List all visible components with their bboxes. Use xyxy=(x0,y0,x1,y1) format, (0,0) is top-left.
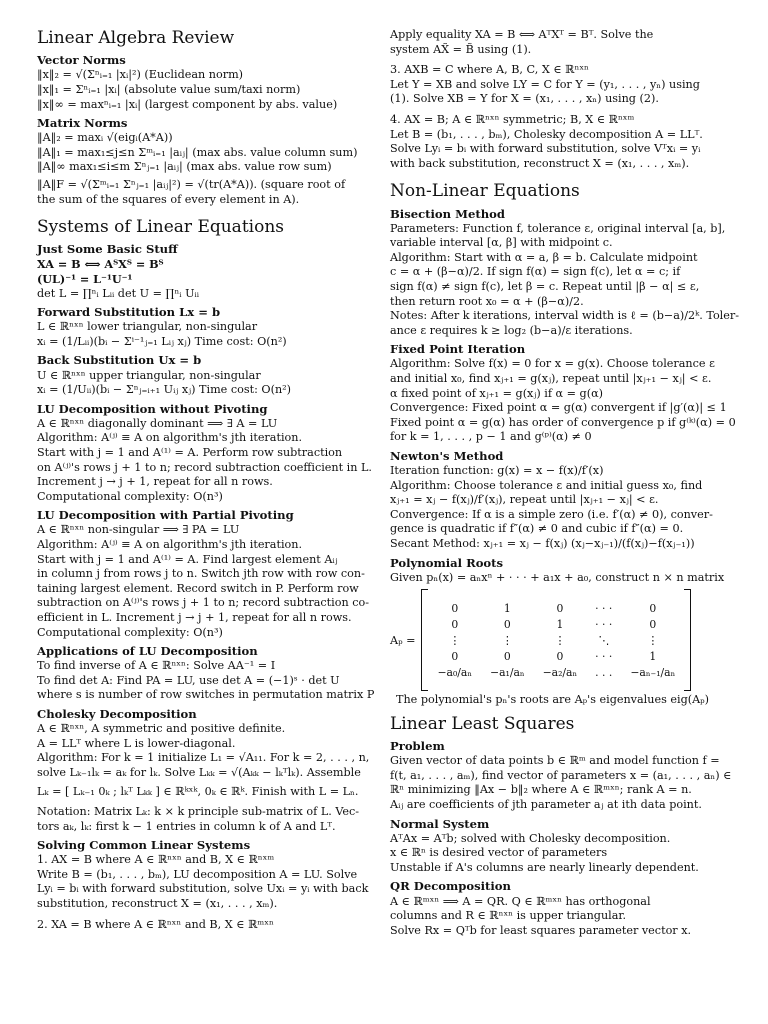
matrix-cell: · · · xyxy=(595,649,613,663)
basic-line-2: (UL)⁻¹ = L⁻¹U⁻¹ xyxy=(37,272,133,287)
matrix-cell: · · · xyxy=(595,617,613,631)
normal-line-1: AᵀAx = Aᵀb; solved with Cholesky decomposition. xyxy=(390,831,671,845)
subheading-normal-system: Normal System xyxy=(390,816,490,831)
matrix-cell: 0 xyxy=(451,601,459,615)
lu-line-4: on A⁽ʲ⁾'s rows j + 1 to n; record subtraction coefficient in L. xyxy=(37,460,372,474)
newton-line-6: Secant Method: xⱼ₊₁ = xⱼ − f(xⱼ) (xⱼ−xⱼ₋₁)/(f(xⱼ)−f(xⱼ₋₁)) xyxy=(390,537,695,551)
matrix-cell: ⋮ xyxy=(647,633,659,647)
common-cont-line-8: Solve Lyᵢ = bᵢ with forward substitution, solve Vᵀxᵢ = yᵢ xyxy=(390,142,701,156)
qr-line-3: Solve Rx = Qᵀb for least squares parameter vector x. xyxy=(390,923,692,937)
matrix-cell: 0 xyxy=(503,649,511,663)
basic-line-1: XA = B ⟺ AᵀXᵀ = Bᵀ xyxy=(37,257,164,272)
app-line-2: To find det A: Find PA = LU, use det A = (−1)ˢ · det U xyxy=(37,673,340,687)
lu-line-1: A ∈ ℝⁿˣⁿ diagonally dominant ⟹ ∃ A = LU xyxy=(37,416,278,430)
matrix-cell: ⋮ xyxy=(449,633,461,647)
common-line-2: Write B = (b₁, . . . , bₘ), LU decomposition A = LU. Solve xyxy=(37,867,358,881)
matrix-cell: ⋮ xyxy=(501,633,513,647)
matrix-row xyxy=(428,664,684,680)
common-cont-line-4: Let Y = XB and solve LY = C for Y = (y₁, . . . , yₙ) using xyxy=(390,77,700,91)
fixed-point-line-1: Algorithm: Solve f(x) = 0 for x = g(x). Choose tolerance ε xyxy=(390,357,715,371)
common-line-3: Lyᵢ = bᵢ with forward substitution, solve Uxᵢ = yᵢ with back xyxy=(37,882,369,896)
polynomial-roots-note: The polynomial's pₙ's roots are Aₚ's eigenvalues eig(Aₚ) xyxy=(396,693,710,707)
matrix-row xyxy=(428,632,684,648)
matrix-cell: 0 xyxy=(556,649,564,663)
bisection-line-8: ance ε requires k ≥ log₂ (b−a)/ε iterations. xyxy=(390,323,633,337)
matrix-bracket-left xyxy=(421,589,428,691)
matrix-cell: 0 xyxy=(451,617,459,631)
matrix-cell: −aₙ₋₁/aₙ xyxy=(630,665,676,679)
back-line-2: xᵢ = (1/Uᵢᵢ)(bᵢ − Σⁿⱼ₌ᵢ₊₁ Uᵢⱼ xⱼ) Time cost: O(n²) xyxy=(37,383,292,397)
matrix-cell: −a₀/aₙ xyxy=(437,665,473,679)
subheading-newton: Newton's Method xyxy=(390,449,504,464)
section-title-linear-least-squares: Linear Least Squares xyxy=(390,713,575,734)
subheading-qr-decomposition: QR Decomposition xyxy=(390,879,511,894)
matrix-cell: −a₂/aₙ xyxy=(542,665,578,679)
cholesky-line-1: A ∈ ℝⁿˣⁿ, A symmetric and positive definite. xyxy=(37,722,286,736)
subheading-matrix-norms: Matrix Norms xyxy=(37,116,128,131)
lup-line-6: subtraction on A⁽ʲ⁾'s rows j + 1 to n; record subtraction co- xyxy=(37,596,370,610)
normal-line-2: x ∈ ℝⁿ is desired vector of parameters xyxy=(390,846,608,860)
common-cont-line-6: 4. AX = B; A ∈ ℝⁿˣⁿ symmetric; B, X ∈ ℝⁿˣᵐ xyxy=(390,112,635,126)
basic-line-3: det L = ∏ⁿᵢ Lᵢᵢ det U = ∏ⁿᵢ Uᵢᵢ xyxy=(37,286,200,300)
matrix-cell: ⋱ xyxy=(598,633,610,647)
bisection-line-5: sign f(α) ≠ sign f(c), let β = c. Repeat until |β − α| ≤ ε, xyxy=(390,280,700,294)
cholesky-line-2: A = LLᵀ where L is lower-diagonal. xyxy=(37,736,236,750)
newton-line-1: Iteration function: g(x) = x − f(x)/f′(x) xyxy=(390,464,604,478)
subheading-forward-substitution: Forward Substitution Lx = b xyxy=(37,305,221,320)
lu-line-2: Algorithm: A⁽ʲ⁾ ≡ A on algorithm's jth iteration. xyxy=(37,431,303,445)
problem-line-2: f(t, a₁, . . . , aₘ), find vector of parameters x = (a₁, . . . , aₙ) ∈ xyxy=(390,768,732,782)
subheading-lu-applications: Applications of LU Decomposition xyxy=(37,644,258,659)
matrix-norm-2: ‖A‖₂ = maxᵢ √(eigᵢ(A*A)) xyxy=(37,131,173,145)
bisection-line-7: Notes: After k iterations, interval width is ℓ = (b−a)/2ᵏ. Toler- xyxy=(390,309,740,323)
matrix-norm-frobenius: ‖A‖F = √(Σᵐᵢ₌₁ Σⁿⱼ₌₁ |aᵢⱼ|²) = √(tr(A*A)). (square root of xyxy=(37,177,346,191)
section-title-systems-linear-equations: Systems of Linear Equations xyxy=(37,217,284,238)
bisection-line-2: variable interval [α, β] with midpoint c. xyxy=(390,236,613,250)
section-title-non-linear-equations: Non-Linear Equations xyxy=(390,181,580,202)
common-cont-line-3: 3. AXB = C where A, B, C, X ∈ ℝⁿˣⁿ xyxy=(390,63,589,77)
subheading-cholesky: Cholesky Decomposition xyxy=(37,707,197,721)
normal-line-3: Unstable if A's columns are nearly linearly dependent. xyxy=(390,860,699,874)
forward-line-1: L ∈ ℝⁿˣⁿ lower triangular, non-singular xyxy=(37,320,258,334)
lup-line-5: taining largest element. Record switch in P. Perform row xyxy=(37,581,359,595)
subheading-bisection: Bisection Method xyxy=(390,206,505,221)
matrix-norm-1: ‖A‖₁ = max₁≤j≤n Σᵐᵢ₌₁ |aᵢⱼ| (max abs. value column sum) xyxy=(37,145,358,159)
common-line-1: 1. AX = B where A ∈ ℝⁿˣⁿ and B, X ∈ ℝⁿˣᵐ xyxy=(37,853,275,867)
problem-line-3: ℝⁿ minimizing ‖Ax − b‖₂ where A ∈ ℝᵐˣⁿ; rank A = n. xyxy=(390,783,692,797)
newton-line-5: gence is quadratic if f″(α) ≠ 0 and cubic if f″(α) = 0. xyxy=(390,522,684,536)
lup-line-1: A ∈ ℝⁿˣⁿ non-singular ⟹ ∃ PA = LU xyxy=(37,523,240,537)
lu-line-3: Start with j = 1 and A⁽¹⁾ = A. Perform row subtraction xyxy=(37,445,343,459)
matrix-cell: ⋮ xyxy=(554,633,566,647)
matrix-cell: −a₁/aₙ xyxy=(490,665,525,679)
subheading-lu-partial-pivot: LU Decomposition with Partial Pivoting xyxy=(37,508,294,523)
problem-line-4: Aᵢⱼ are coefficients of jth parameter aⱼ at ith data point. xyxy=(390,798,702,811)
common-line-4: substitution, reconstruct X = (x₁, . . . , xₘ). xyxy=(37,897,278,911)
lu-line-6: Computational complexity: O(n³) xyxy=(37,489,223,503)
matrix-row xyxy=(428,648,684,664)
matrix-cell: 1 xyxy=(503,601,511,615)
app-line-3: where s is number of row switches in permutation matrix P xyxy=(37,688,375,702)
fixed-point-line-2: and initial x₀, find xⱼ₊₁ = g(xⱼ), repeat until |xⱼ₊₁ − xⱼ| < ε. xyxy=(390,372,712,386)
common-line-5: 2. XA = B where A ∈ ℝⁿˣⁿ and B, X ∈ ℝᵐˣⁿ xyxy=(37,917,274,931)
section-title-linear-algebra-review: Linear Algebra Review xyxy=(37,28,235,48)
cholesky-line-7: tors aₖ, lₖ: first k − 1 entries in column k of A and Lᵀ. xyxy=(37,819,336,833)
matrix-cell: 0 xyxy=(503,617,511,631)
qr-line-2: columns and R ∈ ℝⁿˣⁿ is upper triangular. xyxy=(390,909,627,923)
subheading-lu-no-pivot: LU Decomposition without Pivoting xyxy=(37,401,268,416)
subheading-fixed-point: Fixed Point Iteration xyxy=(390,342,526,357)
vector-norm-inf: ‖x‖∞ = maxⁿᵢ₌₁ |xᵢ| (largest component by abs. value) xyxy=(37,97,338,111)
lup-line-2: Algorithm: A⁽ʲ⁾ ≡ A on algorithm's jth iteration. xyxy=(37,538,303,551)
matrix-label: Aₚ = xyxy=(390,633,416,647)
fixed-point-line-3: α fixed point of xⱼ₊₁ = g(xⱼ) if α = g(α) xyxy=(390,386,603,400)
fixed-point-line-6: for k = 1, . . . , p − 1 and g⁽ᵖ⁾(α) ≠ 0 xyxy=(390,430,592,444)
cholesky-line-5: Lₖ = [ Lₖ₋₁ 0ₖ ; lₖᵀ Lₖₖ ] ∈ ℝᵏˣᵏ, 0ₖ ∈ ℝᵏ. Finish with L = Lₙ. xyxy=(37,785,359,799)
cholesky-line-6: Notation: Matrix Lₖ: k × k principle sub-matrix of L. Vec- xyxy=(37,805,360,819)
common-cont-line-1: Apply equality XA = B ⟺ AᵀXᵀ = Bᵀ. Solve the xyxy=(390,28,654,41)
left-column xyxy=(37,28,389,932)
bisection-line-3: Algorithm: Start with α = a, β = b. Calculate midpoint xyxy=(390,250,698,264)
common-cont-line-5: (1). Solve XB = Y for X = (x₁, . . . , xₙ) using (2). xyxy=(390,92,659,106)
matrix-norm-frobenius-cont: the sum of the squares of every element in A). xyxy=(37,192,300,206)
matrix-row xyxy=(428,600,684,616)
matrix-cell: 0 xyxy=(451,649,459,663)
subheading-basic-stuff: Just Some Basic Stuff xyxy=(37,242,178,257)
bisection-line-6: then return root x₀ = α + (β−α)/2. xyxy=(390,294,584,308)
newton-line-2: Algorithm: Choose tolerance ε and initial guess x₀, find xyxy=(390,478,703,492)
subheading-vector-norms: Vector Norms xyxy=(37,53,126,68)
matrix-cell: 0 xyxy=(556,601,564,615)
bisection-line-4: c = α + (β−α)/2. If sign f(α) = sign f(c), let α = c; if xyxy=(390,265,681,279)
qr-line-1: A ∈ ℝᵐˣⁿ ⟹ A = QR. Q ∈ ℝᵐˣⁿ has orthogonal xyxy=(390,894,651,908)
app-line-1: To find inverse of A ∈ ℝⁿˣⁿ: Solve AA⁻¹ = I xyxy=(37,659,276,673)
problem-line-1: Given vector of data points b ∈ ℝᵐ and model function f = xyxy=(390,754,720,768)
newton-line-3: xⱼ₊₁ = xⱼ − f(xⱼ)/f′(xⱼ), repeat until |xⱼ₊₁ − xⱼ| < ε. xyxy=(390,493,659,507)
fixed-point-line-5: Fixed point α = g(α) has order of convergence p if g⁽ᵏ⁾(α) = 0 xyxy=(390,415,736,429)
vector-norm-1: ‖x‖₁ = Σⁿᵢ₌₁ |xᵢ| (absolute value sum/taxi norm) xyxy=(37,82,301,96)
matrix-norm-inf: ‖A‖∞ max₁≤i≤m Σⁿⱼ₌₁ |aᵢⱼ| (max abs. value row sum) xyxy=(37,160,332,174)
common-cont-line-9: with back substitution, reconstruct X = (x₁, . . . , xₘ). xyxy=(390,156,690,170)
lup-line-3: Start with j = 1 and A⁽¹⁾ = A. Find largest element Aᵢⱼ xyxy=(37,552,338,566)
cholesky-line-4: solve Lₖ₋₁lₖ = aₖ for lₖ. Solve Lₖₖ = √(Aₖₖ − lₖᵀlₖ). Assemble xyxy=(37,765,361,779)
newton-line-4: Convergence: If α is a simple zero (i.e. f′(α) ≠ 0), conver- xyxy=(390,507,713,521)
matrix-cell: 1 xyxy=(556,617,564,631)
right-column xyxy=(390,28,742,938)
subheading-back-substitution: Back Substitution Ux = b xyxy=(37,353,202,368)
lu-line-5: Increment j → j + 1, repeat for all n rows. xyxy=(37,475,273,489)
fixed-point-line-4: Convergence: Fixed point α = g(α) convergent if |g′(α)| ≤ 1 xyxy=(390,401,727,415)
lup-line-7: efficient in L. Increment j → j + 1, repeat for all n rows. xyxy=(37,610,352,624)
matrix-cell: · · · xyxy=(595,601,613,615)
polynomial-line-1: Given pₙ(x) = aₙxⁿ + · · · + a₁x + a₀, construct n × n matrix xyxy=(390,570,725,584)
subheading-common-systems: Solving Common Linear Systems xyxy=(37,838,251,853)
matrix-bracket-right xyxy=(684,589,691,691)
common-cont-line-2: system AX̃ = B̃ using (1). xyxy=(390,42,532,56)
matrix-table xyxy=(428,600,684,680)
subheading-problem: Problem xyxy=(390,739,445,754)
forward-line-2: xᵢ = (1/Lᵢᵢ)(bᵢ − Σⁱ⁻¹ⱼ₌₁ Lᵢⱼ xⱼ) Time cost: O(n²) xyxy=(37,334,287,348)
vector-norm-2: ‖x‖₂ = √(Σⁿᵢ₌₁ |xᵢ|²) (Euclidean norm) xyxy=(37,68,244,82)
matrix-cell: . . . xyxy=(595,665,613,679)
lup-line-8: Computational complexity: O(n³) xyxy=(37,625,223,639)
companion-matrix xyxy=(390,589,742,691)
bisection-line-1: Parameters: Function f, tolerance ε, original interval [a, b], xyxy=(390,221,726,235)
lup-line-4: in column j from rows j to n. Switch jth row with row con- xyxy=(37,567,365,581)
matrix-cell: 1 xyxy=(649,649,657,663)
matrix-cell: 0 xyxy=(649,617,657,631)
matrix-row xyxy=(428,616,684,632)
matrix-cell: 0 xyxy=(649,601,657,615)
back-line-1: U ∈ ℝⁿˣⁿ upper triangular, non-singular xyxy=(37,368,261,382)
subheading-polynomial-roots: Polynomial Roots xyxy=(390,555,504,570)
common-cont-line-7: Let B = (b₁, . . . , bₘ), Cholesky decomposition A = LLᵀ. xyxy=(390,127,703,141)
cholesky-line-3: Algorithm: For k = 1 initialize L₁ = √A₁₁. For k = 2, . . . , n, xyxy=(37,751,370,765)
